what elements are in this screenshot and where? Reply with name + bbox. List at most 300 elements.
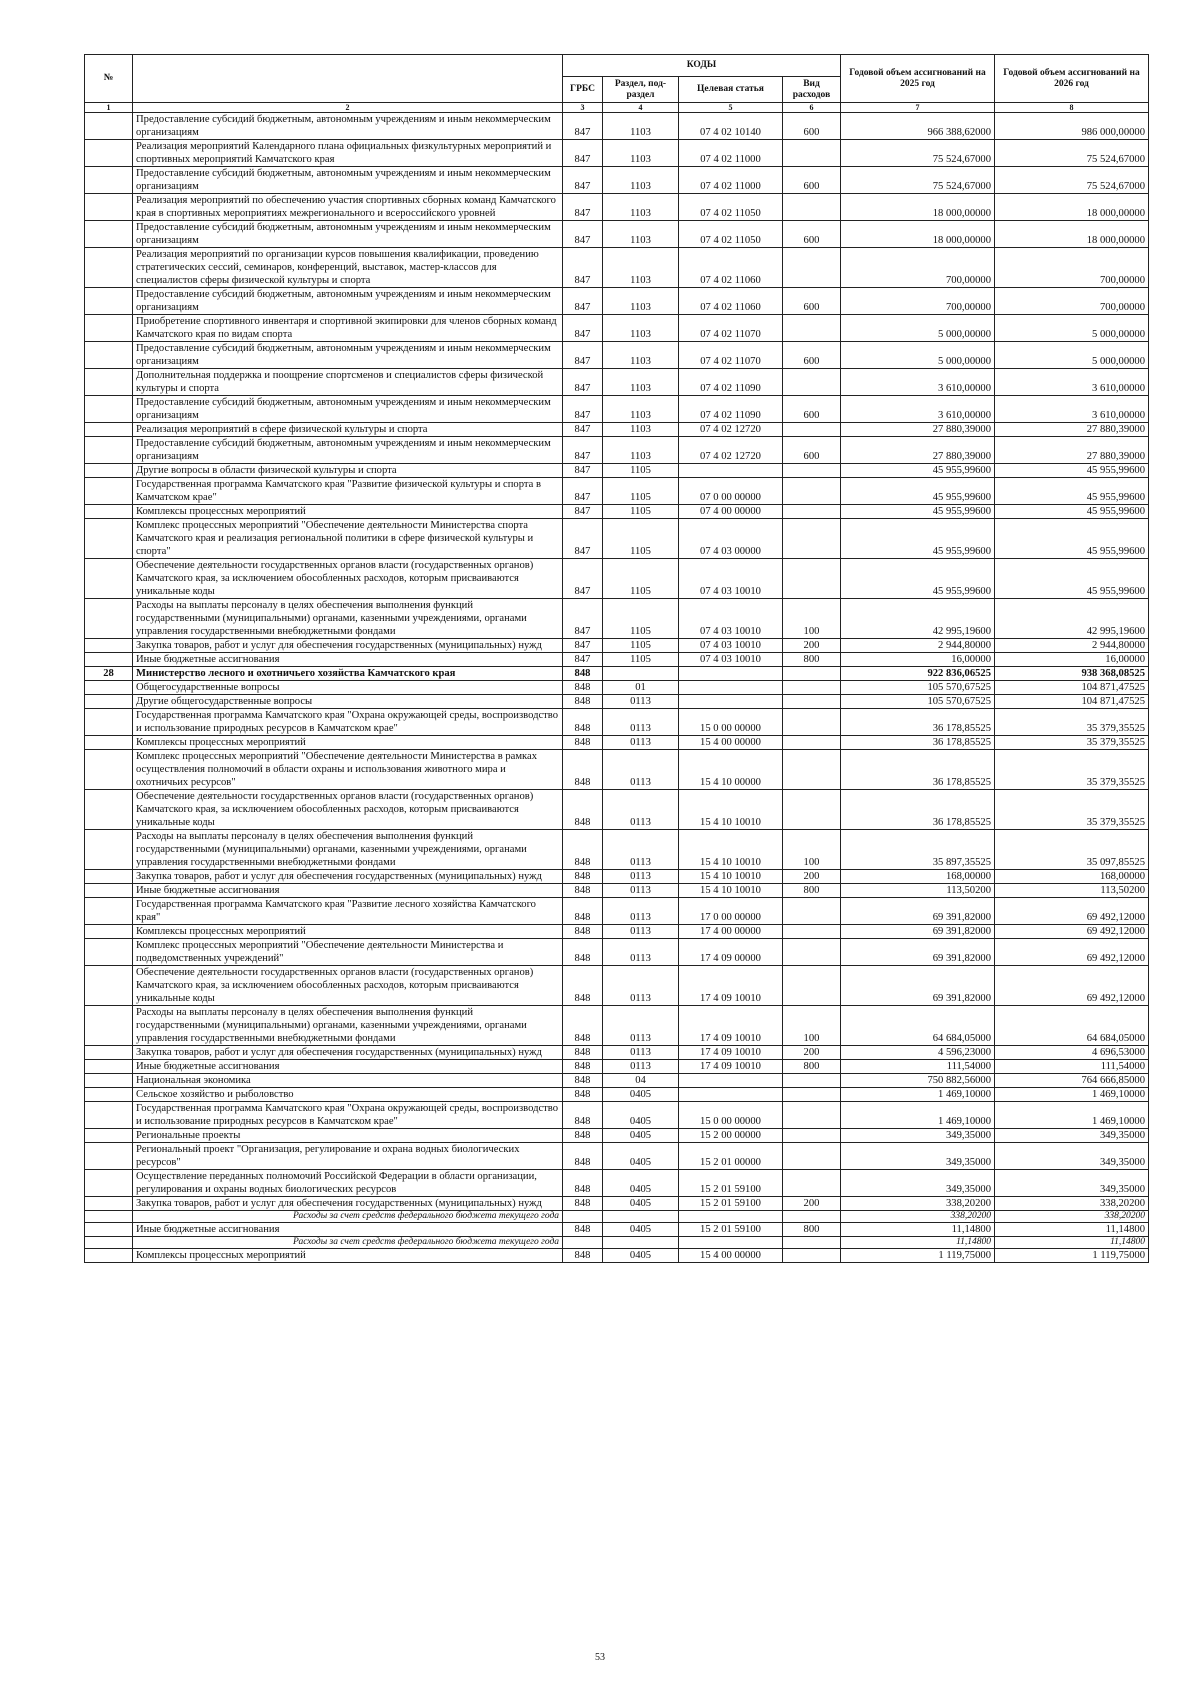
expense-name-cell: Расходы за счет средств федерального бюджета текущего года xyxy=(133,1211,563,1223)
grbs-cell: 847 xyxy=(563,194,603,221)
amount-2025-cell: 75 524,67000 xyxy=(841,167,995,194)
section-cell: 1105 xyxy=(603,505,679,519)
target-article-cell: 07 4 02 12720 xyxy=(679,437,783,464)
column-number: 4 xyxy=(603,103,679,113)
row-number-cell xyxy=(85,870,133,884)
target-article-cell: 15 2 01 59100 xyxy=(679,1170,783,1197)
expense-name-cell: Закупка товаров, работ и услуг для обеспечения государственных (муниципальных) нужд xyxy=(133,639,563,653)
section-cell: 0113 xyxy=(603,939,679,966)
section-cell: 0113 xyxy=(603,736,679,750)
row-number-cell xyxy=(85,559,133,599)
expense-name-cell: Региональные проекты xyxy=(133,1129,563,1143)
expense-name-cell: Иные бюджетные ассигнования xyxy=(133,1223,563,1237)
amount-2026-cell: 75 524,67000 xyxy=(995,140,1149,167)
expense-kind-cell: 600 xyxy=(783,167,841,194)
amount-2026-cell: 69 492,12000 xyxy=(995,898,1149,925)
section-cell: 0113 xyxy=(603,1006,679,1046)
amount-2026-cell: 11,14800 xyxy=(995,1223,1149,1237)
amount-2025-cell: 5 000,00000 xyxy=(841,315,995,342)
table-row xyxy=(85,437,1149,464)
expense-kind-cell xyxy=(783,315,841,342)
target-article-cell: 17 4 00 00000 xyxy=(679,925,783,939)
header-target: Целевая статья xyxy=(679,77,783,103)
expense-name-cell: Предоставление субсидий бюджетным, автономным учреждениям и иным некоммерческим организациям xyxy=(133,396,563,423)
target-article-cell: 07 0 00 00000 xyxy=(679,478,783,505)
section-cell: 0405 xyxy=(603,1102,679,1129)
row-number-cell xyxy=(85,505,133,519)
grbs-cell: 847 xyxy=(563,478,603,505)
grbs-cell: 847 xyxy=(563,559,603,599)
row-number-cell xyxy=(85,695,133,709)
row-number-cell xyxy=(85,1129,133,1143)
grbs-cell xyxy=(563,1237,603,1249)
table-body xyxy=(85,113,1149,1263)
header-kind: Вид расходов xyxy=(783,77,841,103)
grbs-cell: 847 xyxy=(563,653,603,667)
amount-2025-cell: 35 897,35525 xyxy=(841,830,995,870)
expense-kind-cell xyxy=(783,464,841,478)
amount-2025-cell: 966 388,62000 xyxy=(841,113,995,140)
section-cell: 1105 xyxy=(603,599,679,639)
expense-name-cell: Иные бюджетные ассигнования xyxy=(133,1060,563,1074)
section-cell: 1103 xyxy=(603,369,679,396)
section-cell: 0405 xyxy=(603,1088,679,1102)
row-number-cell xyxy=(85,1211,133,1223)
table-row xyxy=(85,342,1149,369)
header-name xyxy=(133,55,563,103)
expense-name-cell: Национальная экономика xyxy=(133,1074,563,1088)
row-number-cell xyxy=(85,925,133,939)
target-article-cell: 15 4 10 10010 xyxy=(679,870,783,884)
expense-kind-cell xyxy=(783,1237,841,1249)
expense-name-cell: Иные бюджетные ассигнования xyxy=(133,884,563,898)
table-row xyxy=(85,505,1149,519)
section-cell: 0113 xyxy=(603,1046,679,1060)
column-number: 5 xyxy=(679,103,783,113)
section-cell: 1103 xyxy=(603,437,679,464)
target-article-cell: 17 4 09 10010 xyxy=(679,1046,783,1060)
target-article-cell: 07 4 02 11090 xyxy=(679,369,783,396)
section-cell xyxy=(603,667,679,681)
expense-kind-cell: 200 xyxy=(783,1046,841,1060)
target-article-cell: 07 4 02 11060 xyxy=(679,248,783,288)
amount-2025-cell: 75 524,67000 xyxy=(841,140,995,167)
grbs-cell: 847 xyxy=(563,464,603,478)
expense-name-cell: Предоставление субсидий бюджетным, автономным учреждениям и иным некоммерческим организациям xyxy=(133,221,563,248)
row-number-cell xyxy=(85,709,133,736)
grbs-cell: 848 xyxy=(563,695,603,709)
table-row xyxy=(85,639,1149,653)
expense-kind-cell xyxy=(783,478,841,505)
amount-2025-cell: 16,00000 xyxy=(841,653,995,667)
row-number-cell xyxy=(85,830,133,870)
header-number: № xyxy=(85,55,133,103)
table-row xyxy=(85,1088,1149,1102)
amount-2025-cell: 64 684,05000 xyxy=(841,1006,995,1046)
amount-2026-cell: 349,35000 xyxy=(995,1129,1149,1143)
expense-kind-cell xyxy=(783,695,841,709)
table-row xyxy=(85,1102,1149,1129)
expense-kind-cell xyxy=(783,1211,841,1223)
table-row xyxy=(85,1046,1149,1060)
expense-name-cell: Общегосударственные вопросы xyxy=(133,681,563,695)
grbs-cell: 848 xyxy=(563,1102,603,1129)
section-cell: 1103 xyxy=(603,396,679,423)
expense-kind-cell: 800 xyxy=(783,1223,841,1237)
table-row xyxy=(85,288,1149,315)
amount-2026-cell: 2 944,80000 xyxy=(995,639,1149,653)
column-number: 1 xyxy=(85,103,133,113)
header-2025: Годовой объем ассигнований на 2025 год xyxy=(841,55,995,103)
expense-name-cell: Предоставление субсидий бюджетным, автономным учреждениям и иным некоммерческим организациям xyxy=(133,113,563,140)
expense-kind-cell xyxy=(783,736,841,750)
row-number-cell xyxy=(85,681,133,695)
expense-kind-cell xyxy=(783,505,841,519)
column-number: 7 xyxy=(841,103,995,113)
expense-name-cell: Предоставление субсидий бюджетным, автономным учреждениям и иным некоммерческим организациям xyxy=(133,437,563,464)
grbs-cell: 847 xyxy=(563,423,603,437)
target-article-cell: 15 0 00 00000 xyxy=(679,709,783,736)
amount-2026-cell: 113,50200 xyxy=(995,884,1149,898)
amount-2025-cell: 3 610,00000 xyxy=(841,369,995,396)
expense-name-cell: Иные бюджетные ассигнования xyxy=(133,653,563,667)
row-number-cell xyxy=(85,248,133,288)
expense-name-cell: Расходы за счет средств федерального бюджета текущего года xyxy=(133,1237,563,1249)
row-number-cell xyxy=(85,478,133,505)
row-number-cell xyxy=(85,1237,133,1249)
row-number-cell xyxy=(85,519,133,559)
amount-2026-cell: 5 000,00000 xyxy=(995,342,1149,369)
expense-name-cell: Приобретение спортивного инвентаря и спортивной экипировки для членов сборных команд Камчатского края по видам спорта xyxy=(133,315,563,342)
target-article-cell xyxy=(679,1088,783,1102)
expense-name-cell: Государственная программа Камчатского края "Охрана окружающей среды, воспроизводство и использование природных ресурсов в Камчатском крае" xyxy=(133,709,563,736)
table-row xyxy=(85,681,1149,695)
amount-2025-cell: 27 880,39000 xyxy=(841,437,995,464)
target-article-cell: 07 4 02 11070 xyxy=(679,342,783,369)
expense-kind-cell xyxy=(783,681,841,695)
amount-2025-cell: 113,50200 xyxy=(841,884,995,898)
expense-kind-cell: 100 xyxy=(783,830,841,870)
grbs-cell: 847 xyxy=(563,639,603,653)
grbs-cell: 847 xyxy=(563,599,603,639)
row-number-cell xyxy=(85,167,133,194)
expense-name-cell: Реализация мероприятий по обеспечению участия спортивных сборных команд Камчатского края в спортивных мероприятиях межрегионального и всероссийского уровней xyxy=(133,194,563,221)
row-number-cell xyxy=(85,288,133,315)
expense-kind-cell xyxy=(783,709,841,736)
table-row xyxy=(85,736,1149,750)
table-row xyxy=(85,667,1149,681)
amount-2025-cell: 922 836,06525 xyxy=(841,667,995,681)
section-cell: 0113 xyxy=(603,925,679,939)
table-row xyxy=(85,423,1149,437)
amount-2026-cell: 35 379,35525 xyxy=(995,709,1149,736)
amount-2026-cell: 27 880,39000 xyxy=(995,423,1149,437)
amount-2025-cell: 349,35000 xyxy=(841,1170,995,1197)
row-number-cell xyxy=(85,939,133,966)
amount-2026-cell: 104 871,47525 xyxy=(995,695,1149,709)
expense-kind-cell xyxy=(783,1170,841,1197)
amount-2026-cell: 45 955,99600 xyxy=(995,478,1149,505)
grbs-cell: 847 xyxy=(563,342,603,369)
table-row xyxy=(85,884,1149,898)
expense-kind-cell: 800 xyxy=(783,884,841,898)
target-article-cell: 15 4 10 10010 xyxy=(679,830,783,870)
row-number-cell xyxy=(85,736,133,750)
amount-2025-cell: 168,00000 xyxy=(841,870,995,884)
row-number-cell xyxy=(85,1197,133,1211)
expense-kind-cell xyxy=(783,248,841,288)
target-article-cell xyxy=(679,667,783,681)
row-number-cell xyxy=(85,194,133,221)
amount-2026-cell: 45 955,99600 xyxy=(995,464,1149,478)
amount-2026-cell: 75 524,67000 xyxy=(995,167,1149,194)
target-article-cell xyxy=(679,1237,783,1249)
expense-kind-cell xyxy=(783,667,841,681)
expense-kind-cell xyxy=(783,939,841,966)
expense-name-cell: Реализация мероприятий по организации курсов повышения квалификации, проведению стратегических сессий, семинаров, конференций, выставок, мастер-классов для специалистов сферы физической культуры и спорта xyxy=(133,248,563,288)
expense-kind-cell xyxy=(783,1102,841,1129)
expense-name-cell: Другие вопросы в области физической культуры и спорта xyxy=(133,464,563,478)
grbs-cell: 847 xyxy=(563,140,603,167)
section-cell: 0113 xyxy=(603,830,679,870)
section-cell: 0405 xyxy=(603,1129,679,1143)
target-article-cell xyxy=(679,464,783,478)
amount-2025-cell: 750 882,56000 xyxy=(841,1074,995,1088)
amount-2025-cell: 2 944,80000 xyxy=(841,639,995,653)
table-row xyxy=(85,830,1149,870)
grbs-cell: 848 xyxy=(563,870,603,884)
expense-kind-cell xyxy=(783,140,841,167)
target-article-cell: 17 4 09 10010 xyxy=(679,1006,783,1046)
grbs-cell: 848 xyxy=(563,1006,603,1046)
target-article-cell: 15 0 00 00000 xyxy=(679,1102,783,1129)
expense-kind-cell xyxy=(783,369,841,396)
row-number-cell xyxy=(85,1060,133,1074)
section-cell: 0405 xyxy=(603,1197,679,1211)
expense-kind-cell: 600 xyxy=(783,113,841,140)
section-cell: 0113 xyxy=(603,695,679,709)
expense-kind-cell xyxy=(783,1074,841,1088)
target-article-cell: 15 2 00 00000 xyxy=(679,1129,783,1143)
expense-kind-cell: 200 xyxy=(783,870,841,884)
expense-name-cell: Государственная программа Камчатского края "Развитие физической культуры и спорта в Камчатском крае" xyxy=(133,478,563,505)
amount-2026-cell: 3 610,00000 xyxy=(995,369,1149,396)
expense-name-cell: Обеспечение деятельности государственных органов власти (государственных органов) Камчатского края, за исключением обособленных расходов, которым присваиваются уникальные коды xyxy=(133,559,563,599)
section-cell: 1105 xyxy=(603,639,679,653)
amount-2025-cell: 45 955,99600 xyxy=(841,464,995,478)
amount-2025-cell: 69 391,82000 xyxy=(841,966,995,1006)
table-row xyxy=(85,464,1149,478)
grbs-cell: 848 xyxy=(563,939,603,966)
grbs-cell: 848 xyxy=(563,1074,603,1088)
table-row xyxy=(85,1074,1149,1088)
table-row xyxy=(85,248,1149,288)
expense-kind-cell xyxy=(783,423,841,437)
row-number-cell xyxy=(85,369,133,396)
row-number-cell xyxy=(85,599,133,639)
grbs-cell: 847 xyxy=(563,248,603,288)
table-row xyxy=(85,113,1149,140)
table-row xyxy=(85,939,1149,966)
amount-2025-cell: 111,54000 xyxy=(841,1060,995,1074)
expense-name-cell: Комплексы процессных мероприятий xyxy=(133,1249,563,1263)
expense-kind-cell xyxy=(783,790,841,830)
table-row xyxy=(85,315,1149,342)
target-article-cell: 17 4 09 10010 xyxy=(679,1060,783,1074)
amount-2026-cell: 700,00000 xyxy=(995,248,1149,288)
section-cell: 04 xyxy=(603,1074,679,1088)
amount-2025-cell: 18 000,00000 xyxy=(841,221,995,248)
amount-2026-cell: 27 880,39000 xyxy=(995,437,1149,464)
amount-2026-cell: 18 000,00000 xyxy=(995,221,1149,248)
target-article-cell: 15 2 01 00000 xyxy=(679,1143,783,1170)
amount-2026-cell: 5 000,00000 xyxy=(995,315,1149,342)
row-number-cell xyxy=(85,113,133,140)
table-row xyxy=(85,599,1149,639)
table-row xyxy=(85,790,1149,830)
expense-name-cell: Предоставление субсидий бюджетным, автономным учреждениям и иным некоммерческим организациям xyxy=(133,167,563,194)
amount-2026-cell: 45 955,99600 xyxy=(995,519,1149,559)
amount-2026-cell: 4 696,53000 xyxy=(995,1046,1149,1060)
target-article-cell: 07 4 02 11090 xyxy=(679,396,783,423)
expense-name-cell: Региональный проект "Организация, регулирование и охрана водных биологических ресурсов" xyxy=(133,1143,563,1170)
amount-2026-cell: 3 610,00000 xyxy=(995,396,1149,423)
grbs-cell: 848 xyxy=(563,1060,603,1074)
target-article-cell: 07 4 03 10010 xyxy=(679,559,783,599)
amount-2025-cell: 42 995,19600 xyxy=(841,599,995,639)
budget-table xyxy=(84,54,1149,1263)
amount-2025-cell: 105 570,67525 xyxy=(841,695,995,709)
section-cell: 0405 xyxy=(603,1170,679,1197)
target-article-cell xyxy=(679,1211,783,1223)
section-cell: 1105 xyxy=(603,519,679,559)
row-number-cell xyxy=(85,140,133,167)
section-cell: 0113 xyxy=(603,898,679,925)
section-cell: 1103 xyxy=(603,221,679,248)
grbs-cell: 848 xyxy=(563,884,603,898)
expense-kind-cell xyxy=(783,966,841,1006)
expense-name-cell: Предоставление субсидий бюджетным, автономным учреждениям и иным некоммерческим организациям xyxy=(133,342,563,369)
amount-2026-cell: 700,00000 xyxy=(995,288,1149,315)
expense-name-cell: Обеспечение деятельности государственных органов власти (государственных органов) Камчатского края, за исключением обособленных расходов, которым присваиваются уникальные коды xyxy=(133,966,563,1006)
section-cell: 1103 xyxy=(603,140,679,167)
section-cell: 1105 xyxy=(603,559,679,599)
target-article-cell xyxy=(679,695,783,709)
section-cell: 1105 xyxy=(603,478,679,505)
grbs-cell: 848 xyxy=(563,966,603,1006)
table-row xyxy=(85,1170,1149,1197)
expense-name-cell: Государственная программа Камчатского края "Охрана окружающей среды, воспроизводство и использование природных ресурсов в Камчатском крае" xyxy=(133,1102,563,1129)
amount-2025-cell: 36 178,85525 xyxy=(841,750,995,790)
amount-2026-cell: 986 000,00000 xyxy=(995,113,1149,140)
expense-kind-cell: 800 xyxy=(783,653,841,667)
section-cell: 0113 xyxy=(603,870,679,884)
amount-2026-cell: 35 097,85525 xyxy=(995,830,1149,870)
section-cell: 0113 xyxy=(603,709,679,736)
section-cell: 0405 xyxy=(603,1143,679,1170)
section-cell: 1103 xyxy=(603,315,679,342)
column-number: 8 xyxy=(995,103,1149,113)
amount-2026-cell: 45 955,99600 xyxy=(995,559,1149,599)
amount-2026-cell: 338,20200 xyxy=(995,1197,1149,1211)
row-number-cell xyxy=(85,221,133,248)
expense-kind-cell xyxy=(783,925,841,939)
section-cell: 1103 xyxy=(603,423,679,437)
amount-2025-cell: 349,35000 xyxy=(841,1143,995,1170)
table-row xyxy=(85,167,1149,194)
expense-name-cell: Закупка товаров, работ и услуг для обеспечения государственных (муниципальных) нужд xyxy=(133,870,563,884)
expense-name-cell: Комплекс процессных мероприятий "Обеспечение деятельности Министерства в рамках осуществления полномочий в области охраны и использования животного мира и охотничьих ресурсов" xyxy=(133,750,563,790)
row-number-cell xyxy=(85,1102,133,1129)
target-article-cell: 07 4 00 00000 xyxy=(679,505,783,519)
target-article-cell: 15 4 10 10010 xyxy=(679,790,783,830)
table-row xyxy=(85,870,1149,884)
section-cell: 1103 xyxy=(603,167,679,194)
grbs-cell: 848 xyxy=(563,1170,603,1197)
expense-kind-cell: 600 xyxy=(783,221,841,248)
section-cell: 0113 xyxy=(603,790,679,830)
amount-2025-cell: 36 178,85525 xyxy=(841,790,995,830)
row-number-cell xyxy=(85,898,133,925)
target-article-cell: 07 4 02 10140 xyxy=(679,113,783,140)
table-row xyxy=(85,559,1149,599)
table-row xyxy=(85,194,1149,221)
row-number-cell xyxy=(85,315,133,342)
row-number-cell: 28 xyxy=(85,667,133,681)
target-article-cell: 17 0 00 00000 xyxy=(679,898,783,925)
row-number-cell xyxy=(85,396,133,423)
amount-2026-cell: 16,00000 xyxy=(995,653,1149,667)
amount-2025-cell: 36 178,85525 xyxy=(841,736,995,750)
amount-2025-cell: 11,14800 xyxy=(841,1223,995,1237)
amount-2025-cell: 45 955,99600 xyxy=(841,519,995,559)
row-number-cell xyxy=(85,342,133,369)
expense-name-cell: Закупка товаров, работ и услуг для обеспечения государственных (муниципальных) нужд xyxy=(133,1046,563,1060)
expense-kind-cell: 600 xyxy=(783,437,841,464)
amount-2026-cell: 42 995,19600 xyxy=(995,599,1149,639)
row-number-cell xyxy=(85,1223,133,1237)
target-article-cell: 17 4 09 00000 xyxy=(679,939,783,966)
expense-name-cell: Предоставление субсидий бюджетным, автономным учреждениям и иным некоммерческим организациям xyxy=(133,288,563,315)
amount-2025-cell: 69 391,82000 xyxy=(841,939,995,966)
amount-2025-cell: 700,00000 xyxy=(841,248,995,288)
expense-name-cell: Реализация мероприятий Календарного плана официальных физкультурных мероприятий и спортивных мероприятий Камчатского края xyxy=(133,140,563,167)
column-numbers-row xyxy=(85,103,1149,113)
grbs-cell: 847 xyxy=(563,505,603,519)
row-number-cell xyxy=(85,423,133,437)
target-article-cell: 07 4 02 11050 xyxy=(679,221,783,248)
expense-name-cell: Реализация мероприятий в сфере физической культуры и спорта xyxy=(133,423,563,437)
section-cell: 0405 xyxy=(603,1249,679,1263)
grbs-cell: 848 xyxy=(563,898,603,925)
expense-kind-cell: 600 xyxy=(783,396,841,423)
table-row xyxy=(85,898,1149,925)
target-article-cell: 07 4 02 11000 xyxy=(679,167,783,194)
expense-name-cell: Комплексы процессных мероприятий xyxy=(133,505,563,519)
amount-2025-cell: 45 955,99600 xyxy=(841,559,995,599)
target-article-cell: 15 4 10 00000 xyxy=(679,750,783,790)
grbs-cell: 848 xyxy=(563,790,603,830)
target-article-cell: 07 4 02 11000 xyxy=(679,140,783,167)
expense-name-cell: Комплексы процессных мероприятий xyxy=(133,925,563,939)
table-row xyxy=(85,695,1149,709)
section-cell: 1103 xyxy=(603,113,679,140)
expense-name-cell: Расходы на выплаты персоналу в целях обеспечения выполнения функций государственными (муниципальными) органами, казенными учреждениями, органами управления государственными внебюджетными фондами xyxy=(133,1006,563,1046)
page-number: 53 xyxy=(595,1652,605,1663)
grbs-cell: 847 xyxy=(563,315,603,342)
amount-2026-cell: 938 368,08525 xyxy=(995,667,1149,681)
column-number: 3 xyxy=(563,103,603,113)
